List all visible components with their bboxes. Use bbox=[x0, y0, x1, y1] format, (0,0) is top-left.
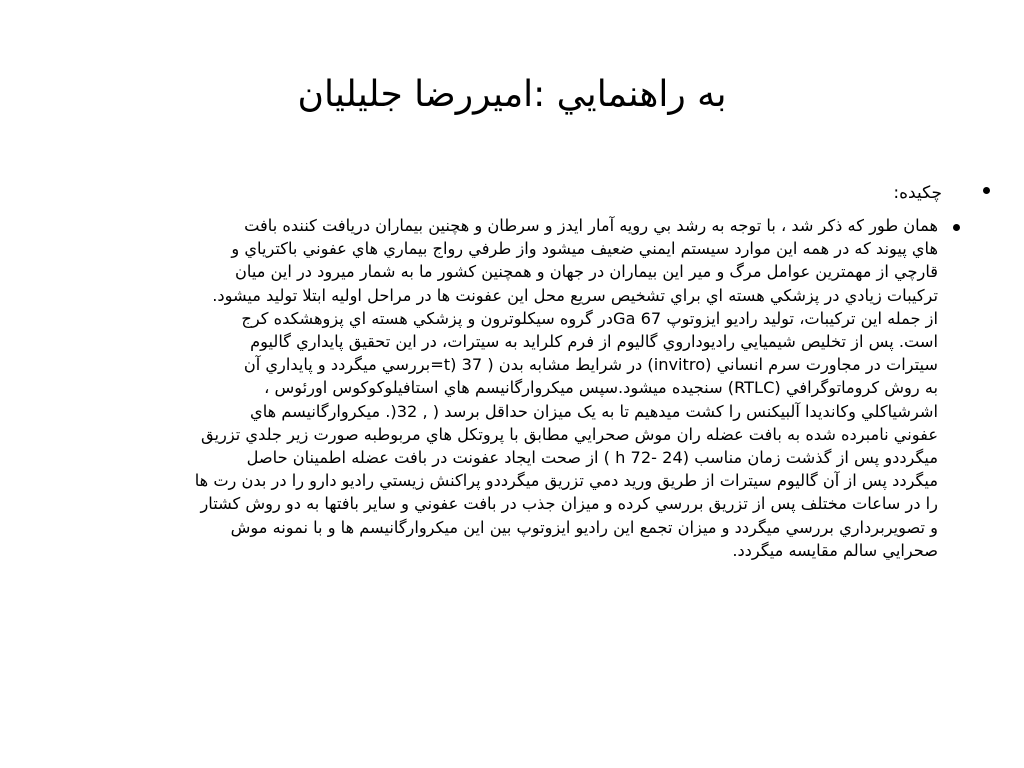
abstract-line: قارچي از مهمترين عوامل مرگ و مير اين بيماران در جهان و همچنين كشور ما به شمار ميرود در اين ميان bbox=[235, 262, 938, 282]
bullet-dot-icon bbox=[983, 187, 990, 194]
abstract-line: را در ساعات مختلف پس از تزريق بررسي كرده و ميزان جذب در بافت عفوني و ساير بافتها به دو روش كشتار bbox=[200, 494, 938, 514]
abstract-line: تركيبات زيادي در پزشكي هسته اي براي تشخيص سريع محل اين عفونت ها در مراحل اوليه ابتلا توليد ميشود. bbox=[212, 285, 938, 305]
slide-title: به راهنمايي :اميررضا جليليان bbox=[297, 74, 727, 115]
abstract-line: و تصويربرداري بررسي ميگردد و ميزان تجمع اين راديو ايزوتوپ بين اين ميكروارگانيسم ها و با نمونه موش bbox=[230, 517, 938, 537]
abstract-line: همان طور كه ذكر شد ، با توجه به رشد بي رويه آمار ايدز و سرطان و هچنين بيماران دريافت كننده بافت bbox=[244, 216, 938, 235]
abstract-heading: چكيده: bbox=[893, 183, 942, 203]
bullet-item-abstract bbox=[58, 214, 948, 562]
abstract-line: سيترات در مجاورت سرم انساني (invitro) در شرايط مشابه بدن ( 37 (t=بررسي ميگردد و پايداري آن bbox=[243, 355, 938, 375]
abstract-line: صحرايي سالم مقايسه ميگردد. bbox=[732, 540, 938, 560]
abstract-line: عفوني نامبرده شده به بافت عضله ران موش صحرايي مطابق با پروتكل هاي مربوطبه صورت زير جلدي تزريق bbox=[201, 424, 938, 444]
bullet-list bbox=[58, 176, 948, 562]
abstract-line: از جمله اين تركيبات، توليد راديو ايزوتوپ Ga 67در گروه سيكلوترون و پزشكي هسته اي پزوهشكده كرج bbox=[241, 308, 938, 328]
abstract-line: است. پس از تخليص شيميايي راديوداروي گاليوم از فرم كلرايد به سيترات، در اين تحقيق پايداري گاليوم bbox=[250, 332, 938, 352]
abstract-line: ميگردد پس از آن گاليوم سيترات از طريق وريد دمي تزريق ميگرددو پراكنش زيستي راديو دارو را در بدن رت ها bbox=[194, 471, 938, 491]
bullet-item-heading bbox=[58, 176, 948, 210]
abstract-line: ميگرددو پس از گذشت زمان مناسب (24 -72 h ) از صحت ايجاد عفونت در بافت عضله اطمينان حاصل bbox=[246, 448, 938, 468]
abstract-line: به روش كروماتوگرافي (RTLC) سنجيده ميشود.سپس ميكروارگانيسم هاي استافيلوكوكوس اورئوس ، bbox=[264, 378, 938, 398]
abstract-line: هاي پيوند كه در همه اين موارد سيستم ايمني ضعيف ميشود واز طرفي رواج بيماري هاي عفوني باكترياي و bbox=[231, 239, 938, 259]
abstract-paragraph bbox=[58, 214, 938, 562]
abstract-line: اشرشياكلي وكانديدا آلبيكنس را كشت ميدهيم تا به يک ميزان حداقل برسد ( , 32(. ميكروارگانيسم هاي bbox=[250, 401, 938, 421]
bullet-dot-icon bbox=[953, 224, 960, 231]
